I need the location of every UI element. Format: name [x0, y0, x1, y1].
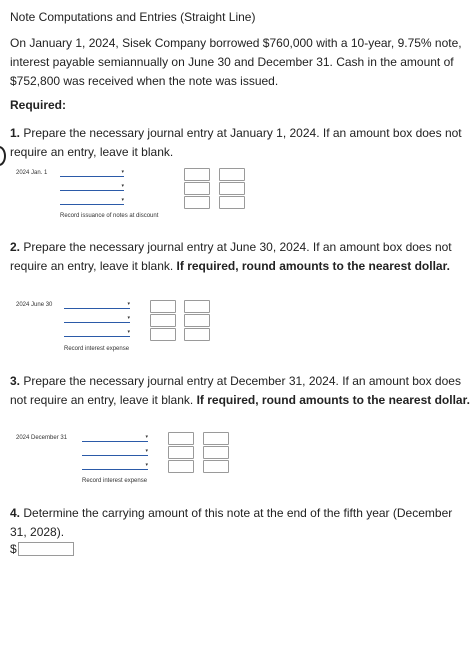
- question-2-text: Prepare the necessary journal entry at June 30, 2024. If an amount box does not require an entry, leave it blank.: [10, 240, 452, 273]
- required-label: Required:: [10, 98, 67, 112]
- q3-credit-2[interactable]: [203, 446, 229, 459]
- q2-account-select-3[interactable]: [64, 329, 130, 337]
- question-3: [10, 372, 470, 410]
- q2-credit-1[interactable]: [184, 300, 210, 313]
- q1-account-select-1[interactable]: [60, 169, 124, 177]
- question-4-text: Determine the carrying amount of this note at the end of the fifth year (December 31, 2028).: [10, 506, 453, 539]
- chevron-down-icon: ▾: [127, 301, 130, 307]
- q1-credit-1[interactable]: [219, 168, 245, 181]
- q2-debit-2[interactable]: [150, 314, 176, 327]
- question-4: [10, 504, 470, 542]
- q3-credit-3[interactable]: [203, 460, 229, 473]
- q1-entry-note: Record issuance of notes at discount: [60, 213, 159, 219]
- question-2-number: 2.: [10, 240, 21, 254]
- cursor-marker: [0, 146, 6, 166]
- q2-entry-note: Record interest expense: [64, 346, 130, 352]
- question-1-number: 1.: [10, 126, 21, 140]
- question-3-number: 3.: [10, 374, 21, 388]
- question-2-rounding: If required, round amounts to the nearest dollar.: [176, 259, 450, 273]
- q3-account-select-2[interactable]: [82, 448, 148, 456]
- q1-debit-1[interactable]: [184, 168, 210, 181]
- q3-account-select-1[interactable]: [82, 434, 148, 442]
- problem-text: On January 1, 2024, Sisek Company borrowed $760,000 with a 10-year, 9.75% note, interest payable semiannually on June 30 and December 31. Cash in the amount of $752,800 was received when the note was issued.: [10, 36, 462, 88]
- q1-debit-3[interactable]: [184, 196, 210, 209]
- chevron-down-icon: ▾: [145, 434, 148, 440]
- question-2: [10, 238, 470, 276]
- q3-account-select-3[interactable]: [82, 462, 148, 470]
- q3-credit-1[interactable]: [203, 432, 229, 445]
- question-3-rounding: If required, round amounts to the nearest dollar.: [196, 393, 470, 407]
- q1-credit-3[interactable]: [219, 196, 245, 209]
- q2-date-label: 2024 June 30: [16, 302, 53, 308]
- q2-credit-2[interactable]: [184, 314, 210, 327]
- q1-account-select-3[interactable]: [60, 197, 124, 205]
- currency-symbol: $: [10, 542, 17, 556]
- chevron-down-icon: ▾: [121, 183, 124, 189]
- page-title: Note Computations and Entries (Straight Line): [10, 10, 256, 24]
- q1-credit-2[interactable]: [219, 182, 245, 195]
- carrying-amount-input[interactable]: [18, 542, 74, 556]
- q2-account-select-1[interactable]: [64, 301, 130, 309]
- q1-account-select-2[interactable]: [60, 183, 124, 191]
- q2-debit-3[interactable]: [150, 328, 176, 341]
- question-3-text: Prepare the necessary journal entry at December 31, 2024. If an amount box does not require an entry, leave it blank.: [10, 374, 461, 407]
- chevron-down-icon: ▾: [121, 197, 124, 203]
- question-1-text: Prepare the necessary journal entry at January 1, 2024. If an amount box does not require an entry, leave it blank.: [10, 126, 462, 159]
- q3-debit-2[interactable]: [168, 446, 194, 459]
- q2-account-select-2[interactable]: [64, 315, 130, 323]
- q3-date-label: 2024 December 31: [16, 435, 68, 441]
- chevron-down-icon: ▾: [127, 329, 130, 335]
- question-1: [10, 124, 470, 162]
- question-4-number: 4.: [10, 506, 21, 520]
- q2-credit-3[interactable]: [184, 328, 210, 341]
- q3-entry-note: Record interest expense: [82, 478, 148, 484]
- q3-debit-1[interactable]: [168, 432, 194, 445]
- q1-debit-2[interactable]: [184, 182, 210, 195]
- chevron-down-icon: ▾: [127, 315, 130, 321]
- q3-debit-3[interactable]: [168, 460, 194, 473]
- q2-debit-1[interactable]: [150, 300, 176, 313]
- chevron-down-icon: ▾: [145, 448, 148, 454]
- q1-date-label: 2024 Jan. 1: [16, 170, 48, 176]
- chevron-down-icon: ▾: [145, 462, 148, 468]
- chevron-down-icon: ▾: [121, 169, 124, 175]
